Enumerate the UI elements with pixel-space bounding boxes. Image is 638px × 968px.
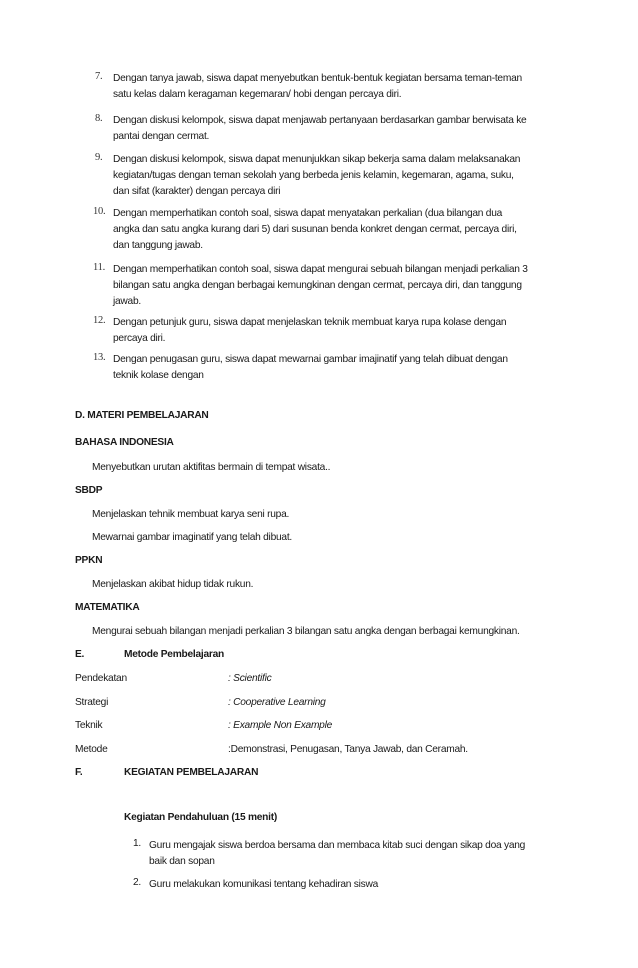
method-value-strategi: : Cooperative Learning bbox=[228, 697, 326, 708]
activity-subtitle: Kegiatan Pendahuluan (15 menit) bbox=[124, 812, 278, 823]
section-d-title: D. MATERI PEMBELAJARAN bbox=[75, 410, 209, 421]
activity-text: Guru melakukan komunikasi tentang kehadiran siswa bbox=[149, 879, 378, 890]
matematika-title: MATEMATIKA bbox=[75, 602, 140, 613]
objective-number: 13. bbox=[93, 352, 106, 363]
ppkn-line: Menjelaskan akibat hidup tidak rukun. bbox=[92, 579, 254, 590]
matematika-line: Mengurai sebuah bilangan menjadi perkalian 3 bilangan satu angka dengan berbagai kemungkinan. bbox=[92, 626, 520, 637]
sbdp-line: Menjelaskan tehnik membuat karya seni rupa. bbox=[92, 509, 290, 520]
section-f-letter: F. bbox=[75, 767, 83, 778]
objective-text: Dengan diskusi kelompok, siswa dapat menunjukkan sikap bekerja sama dalam melaksanakan kegiatan/tugas dengan teman sekolah yang berbeda jenis kelamin, kegemaran, agama, suku, dan sifat (karakter) dengan percaya diri bbox=[113, 154, 521, 197]
objective-text: Dengan memperhatikan contoh soal, siswa dapat menyatakan perkalian (dua bilangan dua angka dan satu angka kurang dari 5) dari susunan benda konkret dengan cermat, percaya diri, dan tanggung jawab. bbox=[113, 208, 517, 251]
activity-number: 2. bbox=[133, 877, 141, 888]
objective-text: Dengan petunjuk guru, siswa dapat menjelaskan teknik membuat karya rupa kolase dengan percaya diri. bbox=[113, 317, 507, 344]
section-f-title: KEGIATAN PEMBELAJARAN bbox=[124, 767, 259, 778]
section-e-title: Metode Pembelajaran bbox=[124, 649, 224, 660]
objective-number: 11. bbox=[93, 262, 105, 273]
objective-number: 8. bbox=[95, 113, 103, 124]
bahasa-title: BAHASA INDONESIA bbox=[75, 437, 174, 448]
method-value-teknik: : Example Non Example bbox=[228, 720, 333, 731]
objective-text: Dengan tanya jawab, siswa dapat menyebutkan bentuk-bentuk kegiatan bersama teman-teman satu kelas dalam keragaman kegemaran/ hobi dengan percaya diri. bbox=[113, 73, 522, 100]
method-value-metode: :Demonstrasi, Penugasan, Tanya Jawab, dan Ceramah. bbox=[228, 744, 468, 755]
method-label-metode: Metode bbox=[75, 744, 108, 755]
activity-text: Guru mengajak siswa berdoa bersama dan membaca kitab suci dengan sikap doa yang baik dan sopan bbox=[149, 840, 526, 867]
objective-number: 10. bbox=[93, 206, 106, 217]
method-label-pendekatan: Pendekatan bbox=[75, 673, 127, 684]
sbdp-line: Mewarnai gambar imaginatif yang telah dibuat. bbox=[92, 532, 292, 543]
objective-number: 12. bbox=[93, 315, 106, 326]
section-e-letter: E. bbox=[75, 649, 85, 660]
bahasa-line: Menyebutkan urutan aktifitas bermain di tempat wisata.. bbox=[92, 462, 331, 473]
objective-number: 7. bbox=[95, 71, 103, 82]
ppkn-title: PPKN bbox=[75, 555, 103, 566]
sbdp-title: SBDP bbox=[75, 485, 103, 496]
method-label-strategi: Strategi bbox=[75, 697, 109, 708]
method-value-pendekatan: : Scientific bbox=[228, 673, 272, 684]
activity-number: 1. bbox=[133, 838, 141, 849]
objective-text: Dengan penugasan guru, siswa dapat mewarnai gambar imajinatif yang telah dibuat dengan teknik kolase dengan bbox=[113, 354, 508, 381]
objective-number: 9. bbox=[95, 152, 103, 163]
method-label-teknik: Teknik bbox=[75, 720, 103, 731]
objective-text: Dengan memperhatikan contoh soal, siswa dapat mengurai sebuah bilangan menjadi perkalian 3 bilangan satu angka dengan berbagai kemungkinan dengan cermat, percaya diri, dan tanggung jawab. bbox=[113, 264, 528, 307]
objective-text: Dengan diskusi kelompok, siswa dapat menjawab pertanyaan berdasarkan gambar berwisata ke pantai dengan cermat. bbox=[113, 115, 527, 142]
